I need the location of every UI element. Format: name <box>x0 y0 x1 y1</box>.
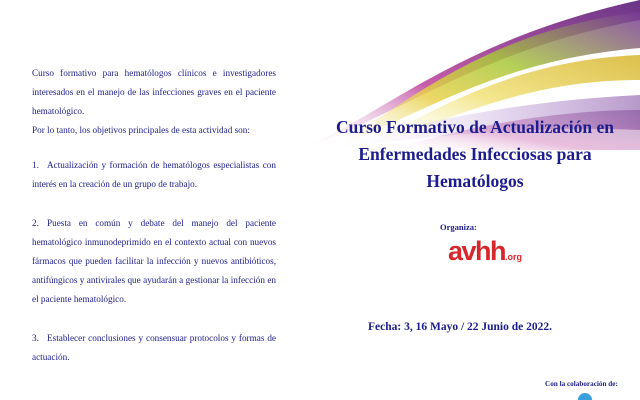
sponsor-logo-fragment <box>578 393 592 400</box>
objective-item <box>32 156 276 194</box>
course-dates: Fecha: 3, 16 Mayo / 22 Junio de 2022. <box>368 321 552 333</box>
objective-text: Actualización y formación de hematólogos especialistas con interés en la creación de un grupo de trabajo. <box>32 160 276 189</box>
avhh-logo <box>448 238 522 265</box>
course-title: Curso Formativo de Actualización en Enfermedades Infecciosas para Hematólogos <box>335 117 615 191</box>
objectives-panel <box>32 64 276 367</box>
course-intro-text: Curso formativo para hematólogos clínicos e investigadores interesados en el manejo de las infecciones graves en el paciente hematológico. <box>32 68 276 116</box>
objectives-list <box>32 156 276 367</box>
organiza-label: Organiza: <box>440 222 477 232</box>
logo-suffix-text: .org <box>505 252 523 262</box>
objectives-intro-text: Por lo tanto, los objetivos principales de esta actividad son: <box>32 125 250 135</box>
objective-number: 2. <box>32 218 39 228</box>
objective-number: 3. <box>32 333 39 343</box>
collaboration-label: Con la colaboración de: <box>545 380 618 388</box>
objective-item <box>32 329 276 367</box>
objective-item <box>32 214 276 309</box>
objective-number: 1. <box>32 160 39 170</box>
objective-text: Puesta en común y debate del manejo del paciente hematológico inmunodeprimido en el contexto actual con nuevos fármacos que pueden facilitar la infección y nuevos antibióticos, antifúngicos y antivirales que ayudarán a gestionar la infección en el paciente hematológico. <box>32 218 276 304</box>
objective-text: Establecer conclusiones y consensuar protocolos y formas de actuación. <box>32 333 276 362</box>
logo-main-text: avhh <box>448 236 506 266</box>
